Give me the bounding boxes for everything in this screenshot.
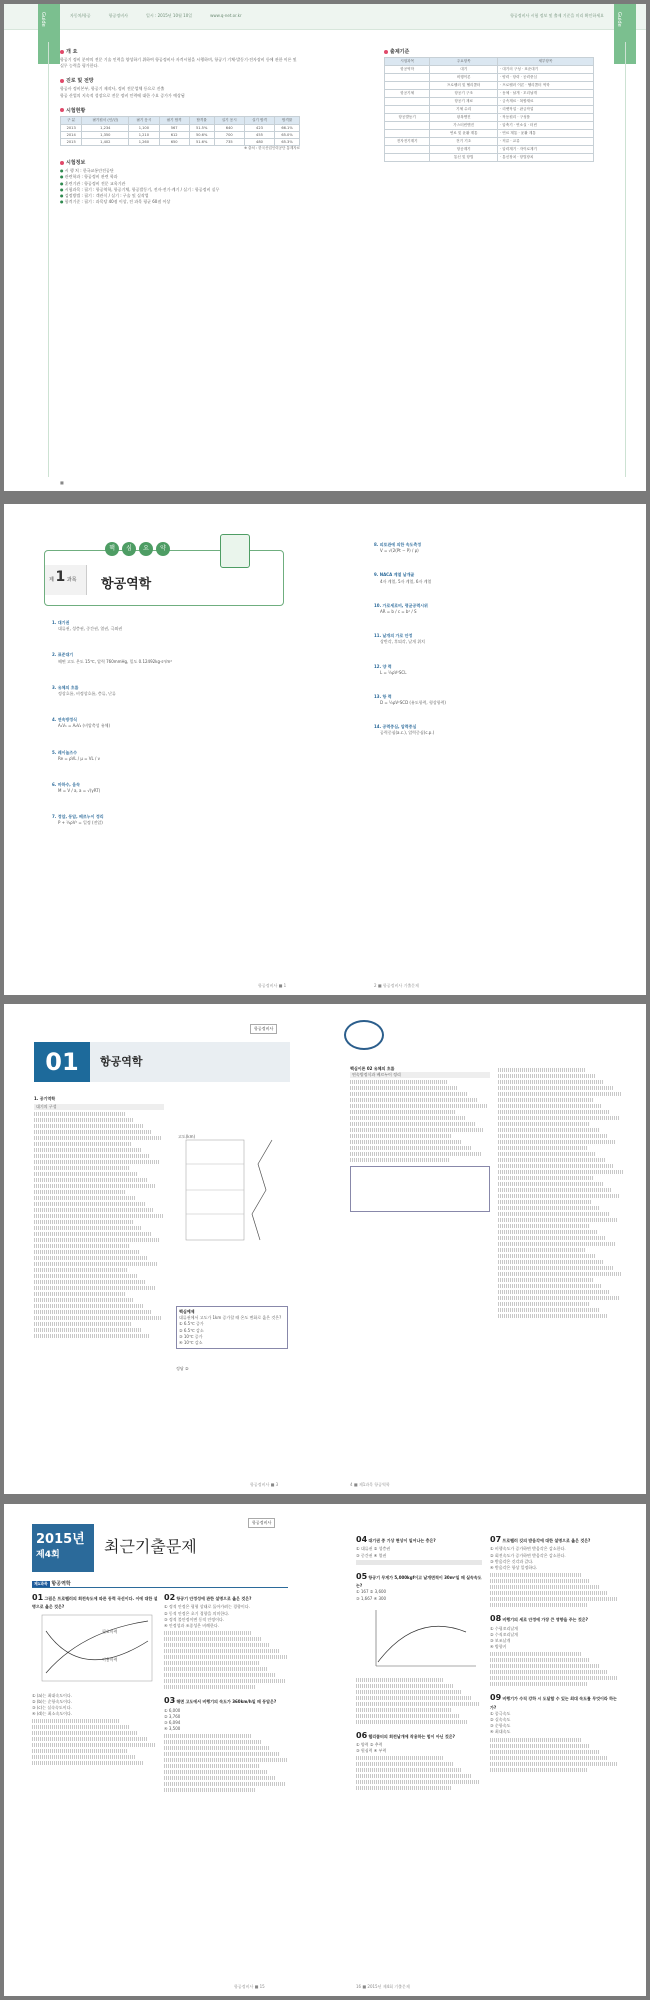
choice: ② 6.5℃ 감소 — [179, 1327, 204, 1333]
footer-left: 항공정비사 ■ 1 — [258, 983, 287, 988]
table-row: 2015 1,402 1,260 650 51.6% 735 480 65.3% — [61, 138, 300, 145]
body-text-lines — [498, 1068, 624, 1318]
summary-page — [4, 504, 646, 995]
choice[interactable]: ③ (c)는 실속속도이다. — [32, 1704, 72, 1710]
body-text-lines — [356, 1756, 482, 1790]
summary-item: 3. 유체의 흐름 정상흐름, 비정상흐름, 층류, 난류 — [52, 684, 116, 696]
atmosphere-chart — [176, 1134, 286, 1264]
guide-tab-left: Guide — [38, 4, 60, 64]
career-item: 항공사 정비본부, 항공기 제작사, 정비 전문업체 등으로 진출 — [60, 86, 165, 92]
table-cell: · 통신장치 · 항법장치 — [498, 154, 594, 162]
page-title: 최근기출문제 — [104, 1537, 197, 1556]
summary-item: 7. 정압, 동압, 베르누이 정리 P + ½ρV² = 일정 (전압) — [52, 814, 104, 826]
choice[interactable]: ② 동적 안정은 초기 경향을 의미한다. — [164, 1610, 230, 1616]
body-text-lines — [490, 1573, 620, 1607]
section-title: 1. 공기역학 — [34, 1096, 56, 1101]
choice[interactable]: ④ 3,500 — [164, 1726, 181, 1732]
summary-item: 11. 날개의 가로 안정 상반각, 후퇴각, 날개 위치 — [374, 633, 425, 645]
table-cell — [385, 82, 430, 90]
table-cell: · 양력 · 항력 · 공력중심 — [498, 74, 594, 82]
body-text-lines — [490, 1652, 620, 1686]
exam-title: 시험정보 — [66, 160, 86, 167]
table-cell: · 동체 · 날개 · 꼬리날개 — [498, 90, 594, 98]
table-row — [385, 82, 594, 90]
callout-question: 대류권에서 고도가 1km 증가할 때 온도 변화로 옳은 것은? — [179, 1315, 282, 1321]
table-cell: · 연료 계통 · 윤활 계통 — [498, 130, 594, 138]
list-item: ● 시험과목 : 필기 : 항공역학, 항공기체, 항공발동기, 전자·전기·계기 / 실기 : 항공정비 실무 — [60, 186, 220, 192]
guide-tab-right: Guide — [614, 4, 636, 64]
choice[interactable]: ② (b)는 순항속도이다. — [32, 1698, 73, 1704]
choice: ① 6.5℃ 증가 — [179, 1321, 204, 1327]
exam-page: 항공정비사 2015년 제4회 최근기출문제 제1과목 항공역학 01 그림은 프로펠러의 회전속도에 따른 동력 곡선이다. 이에 대한 설명으로 옳은 것은? 필요마력 이용마력 ① (a)는 최대속도이다. ② (b)는 순항속도이다. ③ (c)는 실속속도이다. ④ (d)는 최소속도이다. 02 항공기 안정성에 관한 설명으로 옳은 것은? ① 정적 안정은 평형 상태로 돌아가려는 경향이다. ② 동적 안정은 초기 경향을 의미한다. ③ 정적 불안정이면 동적 안정이다. ④ 안정성과 조종성은 비례한다. 03 해면 고도에서 비행기의 속도가 360km/h일 때 동압은? ① 6,000 ② 3,760 ③ 6,094 ④ 3,500 04 대기권 중 기상 현상이 일어나는 층은? ① 대류권 ② 성층권 ③ 중간권 ④ 열권 05 항공기 무게가 5,000kgf이고 날개면적이 30m²일 때 실속속도는? ① 167 ② 3,600 ③ 1,667 ④ 300 06 헬리콥터의 회전날개에 작용하는 힘이 아닌 것은? ① 양력 ② 추력 ③ 원심력 ④ 부력 07 프로펠러 깃의 받음각에 대한 설명으로 옳은 것은? ① 비행속도가 증가하면 받음각은 감소한다. ② 회전속도가 증가하면 받음각은 감소한다. ③ 받음각은 깃각과 같다. ④ 받음각은 항상 일정하다. 08 비행기의 세로 안정에 가장 큰 영향을 주는 것은? ① 수평꼬리날개 ② 수직꼬리날개 ③ 보조날개 ④ 방향키 09 비행기가 수직 강하 시 도달할 수 있는 최대 속도를 무엇이라 하는가? ① 종극속도 ② 실속속도 ③ 순항속도 ④ 최대속도 항공정비사 ■ 15 16 ■ 2015년 제4회 기출문제 — [4, 1504, 646, 1996]
body-text-lines — [164, 1734, 290, 1792]
chapter-title: 항공역학 — [90, 1042, 290, 1082]
table-cell — [385, 98, 430, 106]
criteria-title: 출제기준 — [390, 49, 410, 55]
header-label: 항공정비사 — [250, 1024, 277, 1034]
career-item: 항공 산업의 지속적 성장으로 전문 정비 인력에 대한 수요 증가가 예상됨 — [60, 92, 185, 98]
body-text-lines — [34, 1112, 164, 1338]
summary-item: 5. 레이놀즈수 Re = ρVL / μ = VL / ν — [52, 749, 100, 761]
summary-item: 12. 양 력 L = ½ρV²SCL — [374, 663, 407, 675]
right-section-title: 연속방정식과 베르누이 정리 — [350, 1072, 490, 1078]
summary-item: 2. 표준대기 해면 고도 온도 15℃, 압력 760mmHg, 밀도 0.12492kg·s²/m⁴ — [52, 652, 172, 664]
summary-item: 10. 가로세로비, 평균공력시위 AR = b / c = b² / S — [374, 602, 428, 614]
summary-item: 4. 연속방정식 A₁V₁ = A₂V₂ (비압축성 유체) — [52, 717, 111, 729]
page-number: ■ — [60, 480, 64, 485]
chart-axis-label: 고도(km) — [178, 1134, 196, 1139]
table-cell: · 금속재료 · 복합재료 — [498, 98, 594, 106]
body-text-lines — [490, 1738, 620, 1772]
summary-item: 1. 대기권 대류권, 성층권, 중간권, 열권, 극외권 — [52, 620, 123, 632]
summary-item: 6. 마하수, 음속 M = V / a, a = √(γRT) — [52, 781, 101, 794]
year-badge: 2015년 제4회 — [32, 1524, 94, 1572]
badge: 핵 심 요 약 — [105, 542, 170, 556]
footer-right: 2 ■ 항공정비사 기출문제 — [374, 983, 419, 988]
sub-title: 대기의 구성 — [34, 1104, 164, 1110]
header-label: 항공정비사 — [248, 1518, 275, 1528]
criteria-table: 시험과목 주요항목 세부항목 항공역학 대기 · 대기의 구성 · 표준대기 비행이론 · 양력 · 항력 · 공력중심 프로펠러 및 헬리콥터 · 프로펠러 이론 · 헬리콥터 역학 항공기체 항공기 구조 · 동체 · 날개 · 꼬리날개 항공기 재료 · 금속재료 · 복합재료 기체 수리 · 리벳작업 · 판금작업 항공발동기 왕복엔진 · 작동원리 · 구성품 가스터빈엔진 · 압축기 · 연소실 · 터빈 연료 및 윤활 계통 · 연료 계통 · 윤활 계통 전자전기계기 전기 기초 · 직류 · 교류 항공계기 · 압력계기 · 자이로계기 통신 및 항법 · 통신장치 · 항법장치 — [384, 57, 594, 162]
page-header — [4, 4, 646, 30]
book-icon — [220, 534, 250, 568]
table-row — [385, 106, 594, 114]
summary-item: 9. NACA 계열 날개골 4자 계열, 5자 계열, 6자 계열 — [374, 572, 432, 584]
choice[interactable]: ① 6,000 — [164, 1707, 181, 1713]
table-row: 2014 1,350 1,210 612 50.6% 700 455 65.0% — [61, 131, 300, 138]
header-info-4: www.q-net.or.kr — [210, 13, 242, 18]
table-row — [385, 154, 594, 162]
table-cell: · 압력계기 · 자이로계기 — [498, 146, 594, 154]
table-cell — [385, 146, 430, 154]
choice[interactable]: ① (a)는 최대속도이다. — [32, 1692, 73, 1698]
chapter-title: 항공역학 — [101, 577, 152, 592]
table-cell: · 리벳작업 · 판금작업 — [498, 106, 594, 114]
table-row — [385, 130, 594, 138]
table-cell: · 프로펠러 이론 · 헬리콥터 역학 — [498, 82, 594, 90]
right-section-label: 핵심이론 02 유체의 흐름 — [350, 1066, 395, 1071]
table-row — [385, 138, 594, 146]
footer-right: 4 ■ 제1과목 항공역학 — [350, 1482, 390, 1487]
answer: 정답 ② — [176, 1366, 189, 1371]
choice: ④ 10℃ 감소 — [179, 1339, 203, 1345]
list-item: ● 검정방법 : 필기 : 객관식 / 실기 : 구술 및 실작업 — [60, 192, 149, 198]
table-row — [385, 66, 594, 74]
table-cell — [385, 74, 430, 82]
list-item: ● 합격기준 : 필기 : 과목당 40점 이상, 전 과목 평균 60점 이상 — [60, 199, 171, 205]
body-text-lines — [356, 1678, 482, 1724]
overview-title: 개 요 — [66, 49, 78, 55]
table-cell: 프로펠러 및 헬리콥터 — [430, 82, 498, 90]
summary-item: 8. 피토관에 의한 속도측정 V = √(2(Pt − P) / ρ) — [374, 542, 422, 554]
table-cell: 전자전기계기 — [385, 138, 430, 146]
choice: ③ 10℃ 증가 — [179, 1333, 203, 1339]
stats-title: 시험현황 — [66, 107, 86, 114]
header-info-3: 일시 : 2015년 10월 10일 — [146, 13, 193, 18]
choice[interactable]: ① 정적 안정은 평형 상태로 돌아가려는 경향이다. — [164, 1604, 250, 1610]
footer-left: 항공정비사 ■ 15 — [234, 1984, 265, 1989]
table-row — [385, 98, 594, 106]
footer-right: 16 ■ 2015년 제4회 기출문제 — [356, 1984, 410, 1989]
table-cell: 항공기체 — [385, 90, 430, 98]
question-text: 그림은 프로펠러의 회전속도에 따른 동력 곡선이다. 이에 대한 설명으로 옳은 것은? — [32, 1596, 158, 1610]
table-cell: 항공역학 — [385, 66, 430, 74]
power-curve-chart — [32, 1611, 156, 1689]
table-cell: · 압축기 · 연소실 · 터빈 — [498, 122, 594, 130]
chapter-number: 01 — [34, 1042, 90, 1082]
callout-box: 핵심예제 대류권에서 고도가 1km 증가할 때 온도 변화로 옳은 것은? ① 6.5℃ 증가 ② 6.5℃ 감소 ③ 10℃ 증가 ④ 10℃ 감소 — [176, 1306, 288, 1349]
example-box — [350, 1166, 490, 1212]
table-cell: · 대기의 구성 · 표준대기 — [498, 66, 594, 74]
body-text-lines — [350, 1080, 490, 1162]
overview-text: 항공기 정비 분야의 전문 기술 인력을 양성하기 위하여 항공정비사 자격시험을 시행하며, 항공기 기체·발동기·전자장비 등에 관한 이론 및 실무 능력을 평가한다. — [60, 57, 297, 69]
table-cell — [385, 154, 430, 162]
table-cell: · 작동원리 · 구성품 — [498, 114, 594, 122]
table-cell: · 직류 · 교류 — [498, 138, 594, 146]
table-cell: 항공계기 — [430, 146, 498, 154]
table-cell: 전기 기초 — [430, 138, 498, 146]
table-cell: 왕복엔진 — [430, 114, 498, 122]
table-cell — [385, 122, 430, 130]
table-cell: 항공발동기 — [385, 114, 430, 122]
table-cell: 대기 — [430, 66, 498, 74]
choice[interactable]: ③ 6,094 — [164, 1719, 181, 1725]
exam-info-list — [60, 168, 300, 205]
choice[interactable]: ② 3,760 — [164, 1713, 181, 1719]
header-info-2: 항공정비사 — [108, 13, 128, 18]
chapter-box: 핵 심 요 약 제 1 과목 항공역학 — [44, 550, 284, 606]
header-info-1: 자동차/항공 — [70, 13, 91, 18]
table-row — [385, 114, 594, 122]
table-row — [385, 90, 594, 98]
table-row — [385, 122, 594, 130]
chapter-number: 1 — [55, 569, 66, 585]
choice[interactable]: ③ 정적 불안정이면 동적 안정이다. — [164, 1616, 225, 1622]
career-title: 진로 및 전망 — [66, 78, 94, 85]
body-text-lines — [164, 1631, 290, 1689]
table-cell: 비행이론 — [430, 74, 498, 82]
table-cell: 항공기 재료 — [430, 98, 498, 106]
subject-title: 제1과목 항공역학 — [32, 1580, 288, 1588]
table-cell: 기체 수리 — [430, 106, 498, 114]
choice[interactable]: ④ 안정성과 조종성은 비례한다. — [164, 1622, 220, 1628]
body-text-lines — [32, 1719, 158, 1765]
theory-page — [4, 1004, 646, 1494]
table-row — [385, 146, 594, 154]
stats-note: ※ 출처 : 한국산업인력공단 통계자료 — [244, 145, 300, 150]
lift-graph — [356, 1602, 480, 1672]
footer-left: 항공정비사 ■ 3 — [250, 1482, 279, 1487]
list-item: ● 관련학과 : 항공정비 관련 학과 — [60, 174, 118, 180]
table-cell: 통신 및 항법 — [430, 154, 498, 162]
svg-text:필요마력: 필요마력 — [102, 1628, 118, 1634]
summary-item: 14. 공력중심, 압력중심 공력중심(a.c.), 압력중심(c.p.) — [374, 724, 435, 736]
summary-item: 13. 항 력 D = ½ρV²SCD (유도항력, 형상항력) — [374, 693, 446, 706]
table-row: 2013 1,234 1,100 567 51.5% 640 423 66.1% — [61, 124, 300, 131]
table-cell — [385, 106, 430, 114]
table-cell: 연료 및 윤활 계통 — [430, 130, 498, 138]
svg-text:이용마력: 이용마력 — [102, 1656, 118, 1662]
table-row — [385, 74, 594, 82]
table-cell: 가스터빈엔진 — [430, 122, 498, 130]
table-cell — [385, 130, 430, 138]
guide-page — [4, 4, 646, 491]
header-right-note: 항공정비사 시험 정보 및 출제 기준을 미리 확인하세요 — [510, 13, 604, 18]
list-item: ● 시 행 처 : 한국교통안전공단 — [60, 168, 114, 174]
table-cell: 항공기 구조 — [430, 90, 498, 98]
list-item: ● 훈련기관 : 항공정비 전문 교육기관 — [60, 180, 126, 186]
section-logo — [344, 1020, 384, 1050]
stats-table: 구 분 필기원서 (인/년) 필기 응시 필기 합격 합격률 실기 응시 실기 합격 합격률 2013 1,234 1,100 567 51.5% 640 423 66.1% 2014 1,350 1,210 612 50.6% 700 455 65.0% 2015 1,402 1,260 650 51.6% 735 480 65.3% — [60, 116, 300, 146]
choice[interactable]: ④ (d)는 최소속도이다. — [32, 1711, 73, 1717]
